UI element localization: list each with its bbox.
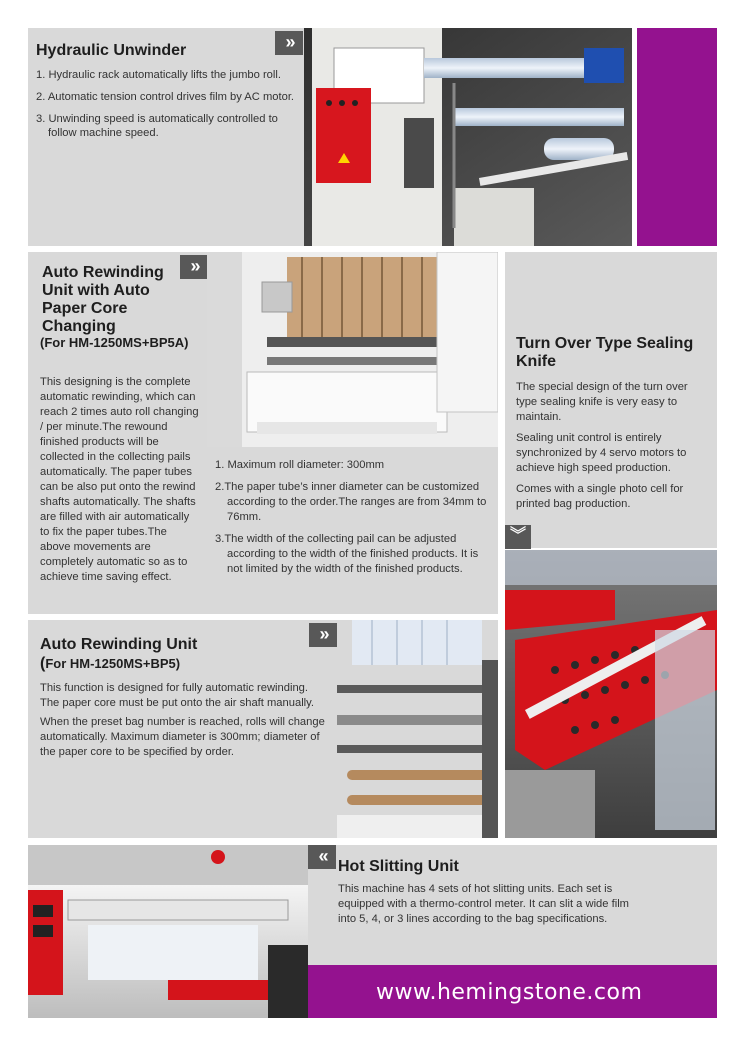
rewinding-para-1: This function is designed for fully automatic rewinding. The paper core must be put onto the air shaft manually. xyxy=(40,682,315,709)
slitting-photo xyxy=(28,845,308,1018)
sealing-para-3: Comes with a single photo cell for printed bag production. xyxy=(516,483,684,510)
rewinding-photo xyxy=(337,620,498,838)
rewinding-core-model: (For HM-1250MS+BP5A) xyxy=(40,335,189,350)
unwinder-machine-illustration xyxy=(304,28,632,246)
unwinder-item-3-cont: follow machine speed. xyxy=(48,127,159,139)
rewinding-next-arrow-icon[interactable]: » xyxy=(309,623,337,647)
rewinding-para-2: When the preset bag number is reached, rolls will change automatically. Maximum diameter is 300mm; diameter of the paper core to be specified by order. xyxy=(40,716,325,758)
spec-item: 1. Maximum roll diameter: 300mm xyxy=(215,459,385,471)
unwinder-title: Hydraulic Unwinder xyxy=(36,42,187,59)
spec-item: 2.The paper tube’s inner diameter can be customized according to the order.The ranges are from 34mm to 76mm. xyxy=(215,481,487,523)
sealing-photo xyxy=(505,550,717,838)
slitting-body: This machine has 4 sets of hot slitting units. Each set is equipped with a thermo-control meter. It can slit a wide film into 5, 4, or 3 lines according to the bag specifications. xyxy=(338,883,630,925)
sealing-down-arrow-icon[interactable]: ︾ xyxy=(505,525,531,549)
footer-url[interactable]: www.hemingstone.com xyxy=(376,980,643,1005)
rewinding-title: Auto Rewinding Unit xyxy=(40,636,198,653)
unwinder-item-3: 3. Unwinding speed is automatically controlled to xyxy=(36,113,278,125)
rewinding-core-body: This designing is the complete automatic rewinding, which can reach 2 times auto roll changing / per minute.The rewound finished products will be collected in the collecting pails automatically. The paper tubes can be also put onto the rewind shafts automatically. The shafts are filled with air automatically to fix the paper tubes.The above movements are completely automatic so as to achieve time saving effect. xyxy=(40,376,199,583)
rewinding-core-next-arrow-icon[interactable]: » xyxy=(180,255,208,279)
sealing-title: Turn Over Type Sealing Knife xyxy=(516,335,694,370)
rewinding-machine-illustration xyxy=(337,620,498,838)
rewinding-core-machine-illustration xyxy=(207,252,498,447)
slitting-prev-arrow-icon[interactable]: « xyxy=(308,845,336,869)
unwinder-item-1: 1. Hydraulic rack automatically lifts the jumbo roll. xyxy=(36,69,281,81)
sealing-para-1: The special design of the turn over type sealing knife is very easy to maintain. xyxy=(516,381,688,423)
rewinding-model-prefix: ( xyxy=(40,655,46,672)
unwinder-photo xyxy=(304,28,632,246)
rewinding-core-title: Auto Rewinding Unit with Auto Paper Core Changing xyxy=(42,264,164,335)
rewinding-model xyxy=(40,655,180,673)
sealing-machine-illustration xyxy=(505,550,717,838)
unwinder-accent-bar xyxy=(637,28,717,246)
unwinder-next-arrow-icon[interactable]: » xyxy=(275,31,303,55)
rewinding-core-spec-list xyxy=(215,458,487,584)
slitting-title: Hot Slitting Unit xyxy=(338,858,459,875)
rewinding-model-text: For HM-1250MS+BP5) xyxy=(45,656,181,671)
rewinding-core-photo xyxy=(207,252,498,447)
sealing-para-2: Sealing unit control is entirely synchronized by 4 servo motors to achieve high speed production. xyxy=(516,432,687,474)
spec-item: 3.The width of the collecting pail can be adjusted according to the width of the finished products. It is not limited by the width of the finished products. xyxy=(215,533,479,575)
unwinder-item-2: 2. Automatic tension control drives film by AC motor. xyxy=(36,91,295,103)
slitting-machine-illustration xyxy=(28,845,308,1018)
